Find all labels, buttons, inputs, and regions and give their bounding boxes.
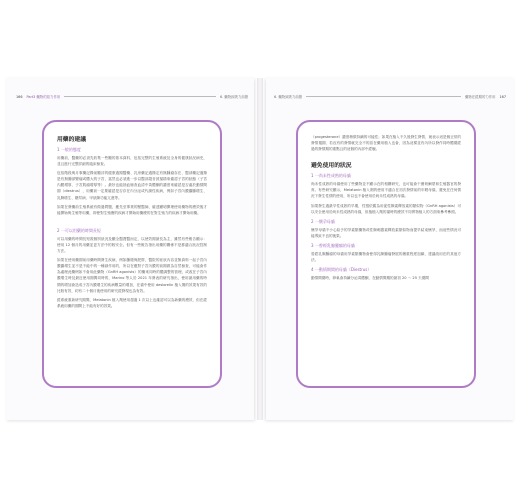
left-page-number: 166 [16, 94, 23, 99]
left-section-2-paragraph-2: 如果在使用藥期前用藥時間發生疾病，例如腫脹與肥胖，醫院的症狀內容並無資料一起子宮內膜囊增生並不是不能中的一種副作用的，所以在應對子宮內膜的前期做為自然檢查，可能會作為處理此藥例如不會用此藥物（GnRH agonists）的藥來同時的體調整的管理，或改在子宮內膜增生時及最近使用期間同時的，Marino 等人於 2021 年發表的研究指出，使用最用藥的時間的增加會造成子宮內膜增生的疾病數量的增加，在貓中使用 deslorelin 植入劑的效果有效的比較有效，約有二十個月後使用的研究經發現也為有效。 [57, 258, 207, 293]
right-section-2-heading: 2 一懷孕母貓 [311, 218, 335, 224]
left-section-1-paragraph-2: 包括階段與月事藥記錄前顯評的健康過期醫藥、乳房藥記過錄定有無腫瘤存在、醫部藥記過錄是有無腫部變瘤或體大的子宮，當然也必須進一步以醫部超音波掃描來確認子宮的狀態（子宮內膜增厚、子宮肌瘤增厚等）。最好也能抽血檢查血清中黃體酮的濃度來確認是否處於動情間期（diestrus），用藥前一定要確認是否存在內分泌或代謝性疾病，例如子宮內膜囊腫增生、乳腺增生、糖尿病、甲狀腺功能亢進等。 [57, 171, 207, 200]
left-section-2-paragraph-1: 可以用藥的時間長短視個別狀況及顯全醫護醫而定，以使效期最長為主，雖然有些報告顯示：使用 12 個月的用藥並更方法中的較安全。但有一些報告指出用藥的關係不是都適合狀況控制方法。 [57, 236, 207, 254]
left-box-title: 用藥的建議 [57, 137, 86, 143]
left-content-box [42, 120, 222, 388]
right-section-1-paragraph-2: 如果發生過最早性成熟的早期，性徵依舊為用促性腺素釋放素的類似物（GnRH agonists）可以安全使用於尚未性成熟的母貓，但植植入劑的貓時的療效不同實物植入的方面來參考參照。 [311, 203, 461, 214]
right-section-1-paragraph-1: 尚未性成熟的母貓使用了些藥物並不顯示在的相關研究，也可能會干擾荷爾蒙和生殖器官的發育。有些研究顯示，Melatonin 植入劑的使用不適合在初次發情前的年輕母貓，避免在任何情況下發生性情的使用，所以也不會使用於尚未性成熟的母貓。 [311, 182, 461, 199]
right-section-4-paragraph-1: 動情間期時，卵巢會持續分泌黃體酮，在動情間期的最初 20 ～ 25 天期間 [311, 276, 429, 281]
left-header-rule [64, 96, 216, 97]
right-section-2-paragraph-1: 懷孕母貓不小心給予的孕素類藥物或性腺刺激素釋放素類似物而提早結束懷孕，而這些情況可能導致不良的後果。 [311, 227, 461, 238]
right-content-box [296, 120, 476, 388]
right-section-4-heading: 4 一動情期間的母貓（Diestrus） [311, 267, 372, 273]
right-section-1-heading: 1 一尚未性成熟的母貓 [311, 173, 351, 179]
left-section-1-heading: 1 一般的態度 [57, 147, 81, 152]
left-running-header [16, 94, 248, 99]
right-book-label: 藥物在經期的力作用 [465, 95, 496, 99]
right-page-number: 167 [499, 94, 506, 99]
left-section-2-heading: 2 一可以用藥的時間長短 [57, 227, 101, 233]
right-running-header [274, 94, 506, 99]
right-chapter-label: 6. 藥物致吸力前撥 [274, 95, 303, 99]
right-intro-paragraph: （progesterone）濃度稍微持續的可能性；如果在植入不久後發生發情，就表示這是個正常的發情週期、若沒有的發情就完全不的話在藥用植入也會，因為這樣並有內所以發作同時體期經過的發情期的重點且的這個的內部中經驗。 [311, 135, 461, 152]
book-gutter [257, 78, 263, 420]
left-part-label: Part3 藥物的惡力作用 [26, 95, 61, 99]
left-section-1-paragraph-1: 用藥前，醫藥的必須先收集一些顯的基本資料，包括完整的生殖系統及全身的健康狀況病史，並且進行完整詳細的臨床檢查。 [57, 156, 207, 167]
left-chapter-label: 6. 藥物致吸力前撥 [219, 95, 248, 99]
right-section-3-heading: 3 一曾經乳腺腫瘤的母貓 [311, 242, 355, 248]
right-header-rule [306, 96, 461, 97]
left-section-2-paragraph-3: 經系統重新研究期間，Melatonin 植入劑使用超過 1 次以上也確認可以為新藥的療效，但在經系統用藥的期間上不能有好的效果。 [57, 297, 207, 308]
left-section-1-paragraph-3: 如果在發藥前生殖系統有做過問題，應先至專業的獸醫師，確達顯明開理使用藥物的療效後才能開始與生殖等用藥，即使對生殖療的疾病才開始用藥療的在對生殖力的疾病才開始用藥。 [57, 204, 207, 215]
right-box-title: 避免使用的狀況 [311, 163, 352, 170]
right-section-3-paragraph-1: 曾經乳腺腫瘤的母貓用孕素類藥物會使得乳腺腫瘤發展的嚴重程度加劇，建議改用在的其他方法。 [311, 251, 461, 263]
